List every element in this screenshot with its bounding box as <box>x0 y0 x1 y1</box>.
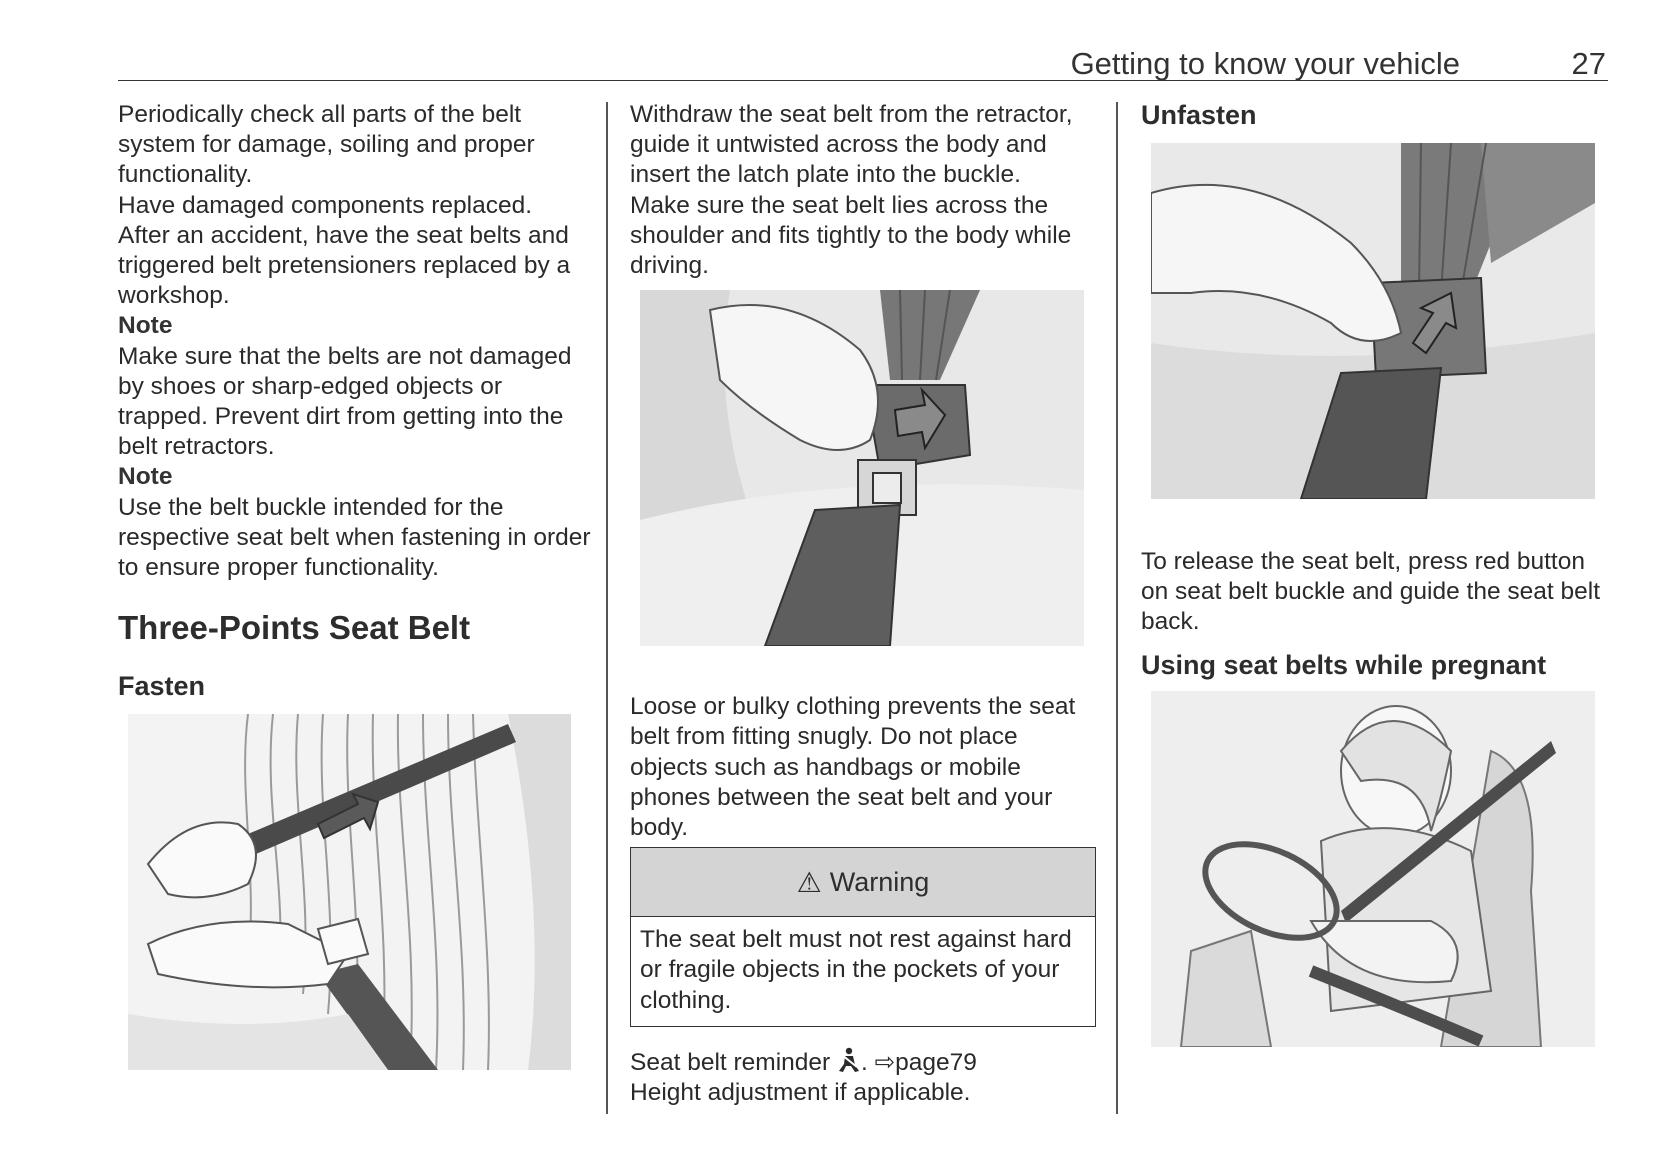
column-middle <box>630 100 1100 1108</box>
page-number: 27 <box>1571 46 1606 81</box>
paragraph: Periodically check all parts of the belt system for damage, soiling and proper functionality. <box>118 101 535 189</box>
fasten-illustration <box>128 714 571 1070</box>
reminder-line <box>630 1047 1100 1078</box>
note-label: Note <box>118 463 173 491</box>
paragraph: Make sure the seat belt lies across the shoulder and fits tightly to the body while driving. <box>630 191 1072 280</box>
paragraph: Height adjustment if applicable. <box>630 1079 971 1107</box>
warning-icon: ⚠ <box>796 866 822 898</box>
page-reference-link[interactable]: page79 <box>895 1048 977 1076</box>
warning-title: Warning <box>829 866 930 897</box>
note-text: Use the belt buckle intended for the respective seat belt when fastening in order to ensure proper functionality. <box>118 493 591 582</box>
warning-box <box>630 847 1096 1027</box>
paragraph: After an accident, have the seat belts and triggered belt pretensioners replaced by a workshop. <box>118 221 571 310</box>
column-right <box>1141 100 1611 1047</box>
pregnant-seat-belt-illustration <box>1151 691 1595 1047</box>
column-divider <box>1116 102 1118 1114</box>
reminder-text: Seat belt reminder <box>630 1048 831 1076</box>
note-label: Note <box>118 312 173 340</box>
warning-header <box>631 848 1095 917</box>
warning-text: The seat belt must not rest against hard or fragile objects in the pockets of your clothing. <box>640 926 1072 1014</box>
subsection-heading: Fasten <box>118 671 206 702</box>
arrow-right-icon: ⇨ <box>874 1048 896 1076</box>
note-text: Make sure that the belts are not damaged by shoes or sharp-edged objects or trapped. Prevent dirt from getting into the belt retractors. <box>118 342 572 461</box>
paragraph: Have damaged components replaced. <box>118 191 533 219</box>
page-header <box>118 40 1608 81</box>
subsection-heading: Unfasten <box>1141 100 1257 130</box>
column-divider <box>606 102 608 1114</box>
latch-plate-illustration <box>640 290 1084 646</box>
unfasten-illustration <box>1151 143 1595 499</box>
subsection-heading: Using seat belts while pregnant <box>1141 649 1547 680</box>
column-left <box>118 100 593 1070</box>
paragraph: Withdraw the seat belt from the retractor, guide it untwisted across the body and insert the latch plate into the buckle. <box>630 101 1073 189</box>
paragraph: Loose or bulky clothing prevents the seat belt from fitting snugly. Do not place objects such as handbags or mobile phones between the seat belt and your body. <box>630 693 1076 842</box>
seat-belt-reminder-icon <box>837 1047 861 1078</box>
section-title: Getting to know your vehicle <box>1070 46 1460 81</box>
section-heading: Three-Points Seat Belt <box>118 609 471 647</box>
paragraph: To release the seat belt, press red button on seat belt buckle and guide the seat belt back. <box>1141 548 1601 636</box>
reminder-suffix: . <box>861 1048 868 1076</box>
